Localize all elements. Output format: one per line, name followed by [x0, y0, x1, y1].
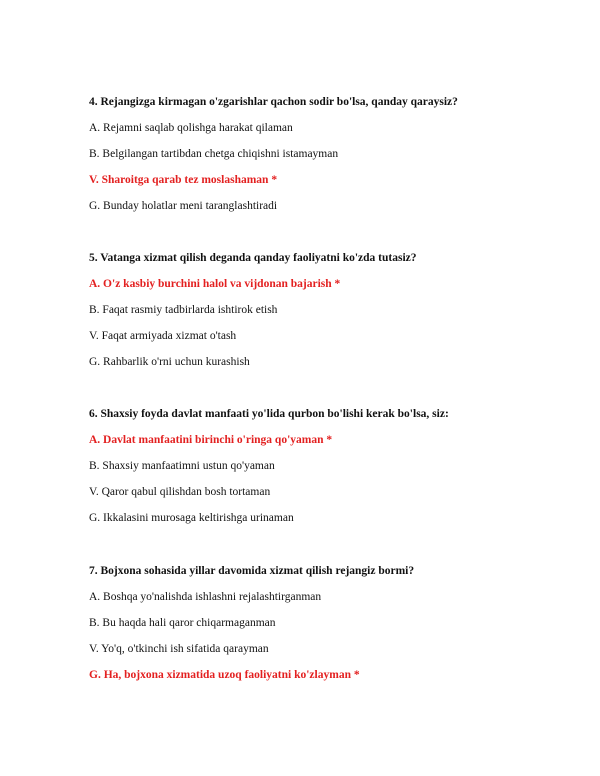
answer-option: G. Ikkalasini murosaga keltirishga urinaman [89, 512, 294, 524]
answer-option: V. Qaror qabul qilishdan bosh tortaman [89, 486, 271, 498]
question-block [89, 407, 569, 525]
question-block [89, 95, 569, 213]
question-text: 4. Rejangizga kirmagan o'zgarishlar qachon sodir bo'lsa, qanday qaraysiz? [89, 96, 458, 108]
answer-option: G. Rahbarlik o'rni uchun kurashish [89, 356, 250, 368]
answer-option: B. Shaxsiy manfaatimni ustun qo'yaman [89, 460, 275, 472]
answer-option-correct: G. Ha, bojxona xizmatida uzoq faoliyatni ko'zlayman * [89, 669, 360, 681]
question-text: 6. Shaxsiy foyda davlat manfaati yo'lida qurbon bo'lishi kerak bo'lsa, siz: [89, 408, 449, 420]
answer-option: B. Faqat rasmiy tadbirlarda ishtirok etish [89, 304, 278, 316]
answer-option: G. Bunday holatlar meni taranglashtiradi [89, 200, 278, 212]
answer-option-correct: V. Sharoitga qarab tez moslashaman * [89, 174, 278, 186]
answer-option: B. Bu haqda hali qaror chiqarmaganman [89, 617, 276, 629]
question-block [89, 251, 569, 369]
answer-option-correct: A. O'z kasbiy burchini halol va vijdonan bajarish * [89, 278, 341, 290]
answer-option: B. Belgilangan tartibdan chetga chiqishni istamayman [89, 148, 339, 160]
answer-option: A. Boshqa yo'nalishda ishlashni rejalashtirganman [89, 591, 322, 603]
answer-option: A. Rejamni saqlab qolishga harakat qilaman [89, 122, 293, 134]
question-block [89, 564, 569, 682]
answer-option: V. Yo'q, o'tkinchi ish sifatida qarayman [89, 643, 269, 655]
question-text: 7. Bojxona sohasida yillar davomida xizmat qilish rejangiz bormi? [89, 565, 415, 577]
answer-option: V. Faqat armiyada xizmat o'tash [89, 330, 237, 342]
answer-option-correct: A. Davlat manfaatini birinchi o'ringa qo'yaman * [89, 434, 333, 446]
question-text: 5. Vatanga xizmat qilish deganda qanday faoliyatni ko'zda tutasiz? [89, 252, 417, 264]
